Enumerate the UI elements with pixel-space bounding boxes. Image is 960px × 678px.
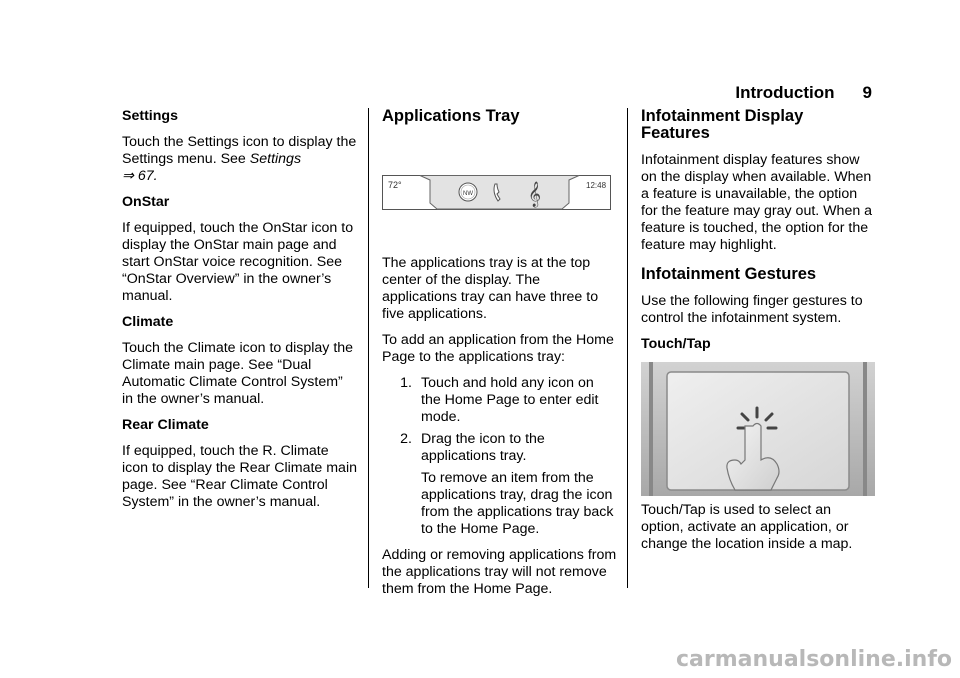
settings-paragraph: Touch the Settings icon to display the Settings menu. See Settings ⇒ 67. (122, 134, 357, 184)
compass-icon[interactable] (459, 183, 477, 201)
settings-ref-page[interactable]: ⇒ 67. (122, 168, 158, 184)
display-features-paragraph: Infotainment display features show on the display when available. When a feature is unavailable, the option for the feature may gray out. When a feature is touched, the option for the feature may highlight. (641, 152, 873, 253)
settings-heading: Settings (122, 108, 178, 124)
gestures-heading: Infotainment Gestures (641, 265, 817, 283)
list-item: 1. Touch and hold any icon on the Home Page to enter edit mode. (400, 375, 599, 425)
treble-clef-icon[interactable] (528, 181, 541, 207)
column-middle (382, 108, 617, 607)
tray-closing-paragraph: Adding or removing applications from the applications tray will not remove them from the Home Page. (382, 547, 617, 597)
column-divider (627, 108, 628, 588)
applications-tray-illustration (382, 175, 611, 210)
add-steps-list (382, 375, 617, 538)
tray-compass-label: NW (463, 191, 473, 197)
gestures-paragraph: Use the following finger gestures to control the infotainment system. (641, 293, 863, 326)
column-left (122, 108, 357, 520)
onstar-paragraph: If equipped, touch the OnStar icon to display the OnStar main page and start OnStar voice recognition. See “OnStar Overview” in the owner’s manual. (122, 220, 354, 304)
settings-ref-link[interactable]: Settings (249, 151, 302, 167)
svg-text:𝄞: 𝄞 (528, 182, 542, 207)
page-header (735, 83, 872, 103)
rear-climate-paragraph: If equipped, touch the R. Climate icon to display the Rear Climate main page. See “Rear Climate Control System” in the owner’s manual. (122, 443, 357, 510)
climate-heading: Climate (122, 314, 174, 330)
climate-paragraph: Touch the Climate icon to display the Climate main page. See “Dual Automatic Climate Control System” in the owner’s manual. (122, 340, 354, 407)
rear-climate-heading: Rear Climate (122, 417, 209, 433)
tray-intro-paragraph: The applications tray is at the top center of the display. The applications tray can have three to five applications. (382, 255, 599, 322)
tap-gesture-icon (641, 362, 875, 496)
column-right (641, 108, 876, 562)
list-item: 2. Drag the icon to the applications tray. (400, 431, 545, 464)
remove-note: To remove an item from the applications tray, drag the icon from the applications tray back to the Home Page. (421, 470, 614, 537)
tray-temperature: 72° (388, 180, 402, 190)
touch-tap-heading: Touch/Tap (641, 336, 711, 352)
watermark: carmanualsonline.info (676, 647, 952, 672)
page-number: 9 (862, 83, 872, 102)
display-features-heading: Infotainment Display Features (641, 107, 804, 142)
touch-tap-paragraph: Touch/Tap is used to select an option, activate an application, or change the location inside a map. (641, 502, 853, 552)
section-title: Introduction (735, 83, 835, 102)
onstar-heading: OnStar (122, 194, 170, 210)
tray-add-intro: To add an application from the Home Page to the applications tray: (382, 332, 614, 365)
column-divider (368, 108, 369, 588)
tray-time: 12:48 (586, 181, 607, 190)
applications-tray-heading: Applications Tray (382, 107, 520, 125)
